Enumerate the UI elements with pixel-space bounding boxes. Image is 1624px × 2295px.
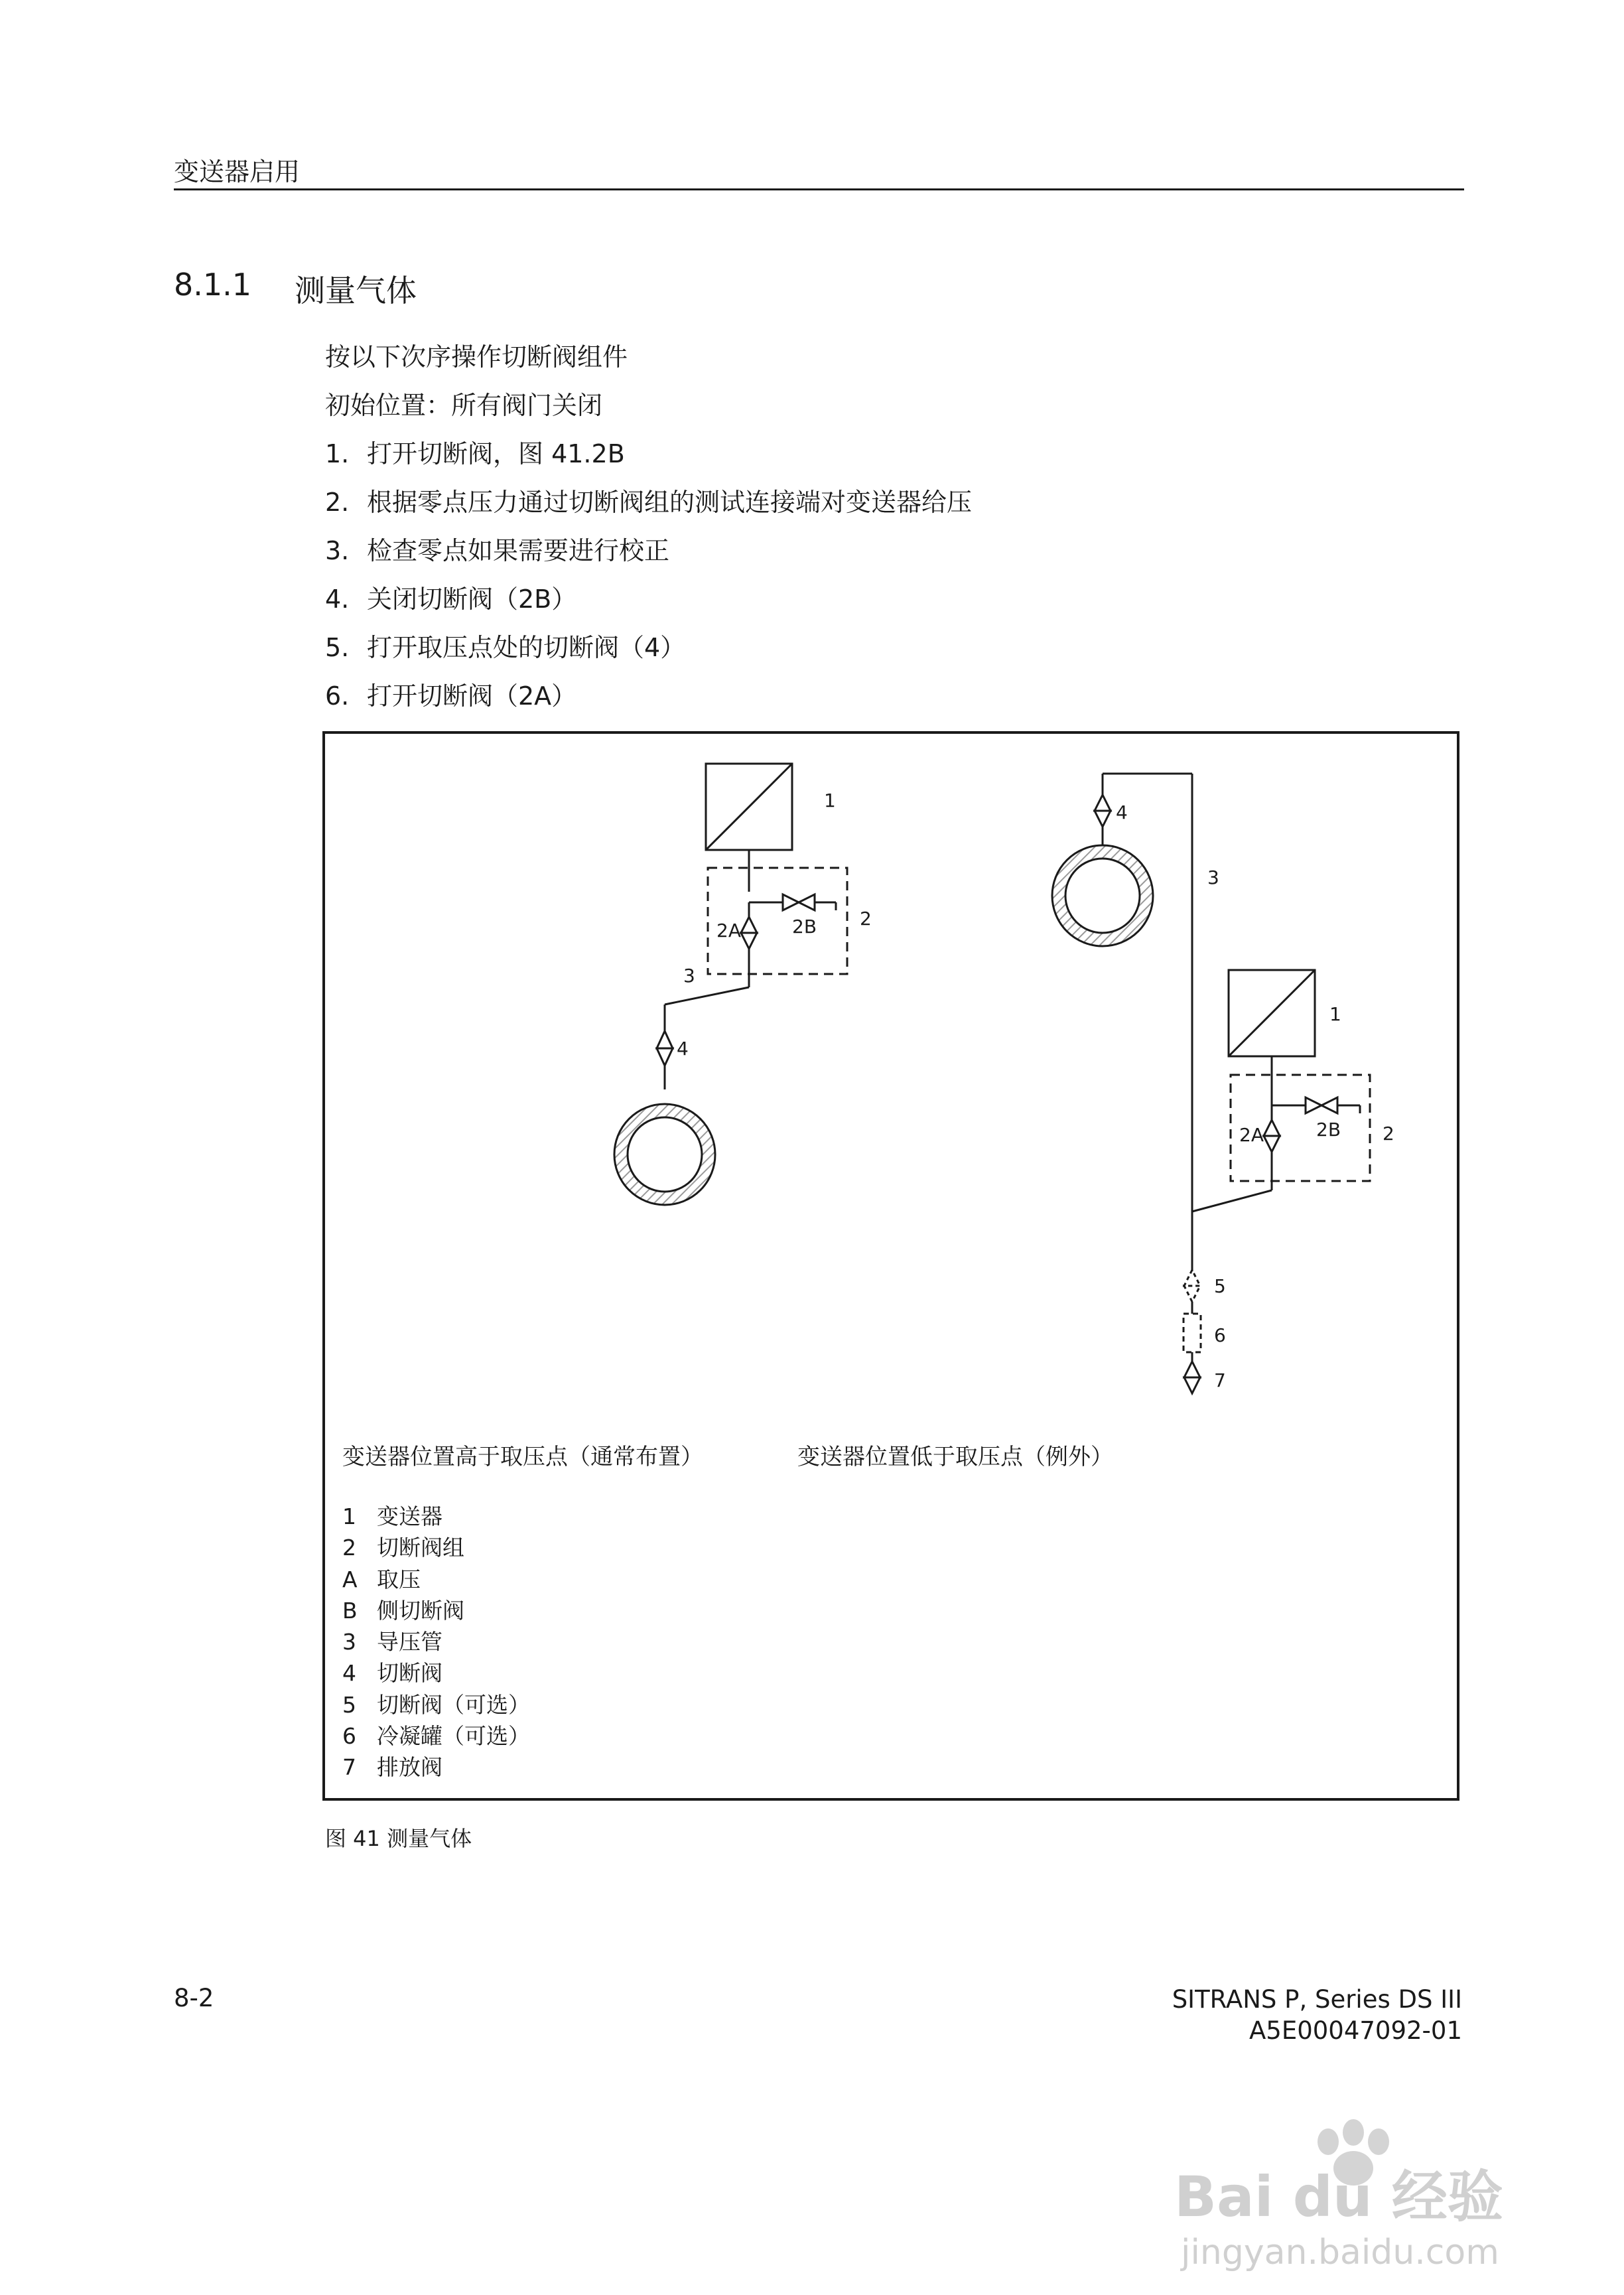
label-3-left: 3 xyxy=(683,965,695,987)
legend-item xyxy=(342,1532,530,1563)
step-text: 检查零点如果需要进行校正 xyxy=(367,536,670,565)
legend-text: 取压 xyxy=(377,1566,421,1592)
legend-item xyxy=(342,1501,530,1532)
legend-key: 1 xyxy=(342,1503,356,1529)
label-6: 6 xyxy=(1214,1324,1226,1346)
legend-key: 2 xyxy=(342,1535,356,1561)
section-number: 8.1.1 xyxy=(174,267,252,303)
legend-key: 4 xyxy=(342,1660,356,1687)
legend-text: 变送器 xyxy=(377,1503,442,1529)
caption-left-arrangement: 变送器位置高于取压点（通常布置） xyxy=(342,1444,703,1470)
legend-item xyxy=(342,1564,530,1595)
legend-text: 切断阀（可选） xyxy=(377,1691,530,1718)
legend-text: 切断阀组 xyxy=(377,1535,464,1561)
watermark-url: jingyan.baidu.com xyxy=(1181,2233,1499,2272)
step-number: 2. xyxy=(325,488,350,517)
step-text: 关闭切断阀（2B） xyxy=(367,585,577,614)
legend-item xyxy=(342,1752,530,1783)
legend-item xyxy=(342,1626,530,1657)
legend-text: 侧切断阀 xyxy=(377,1597,464,1624)
section-title: 测量气体 xyxy=(295,273,417,309)
condensate-pot-optional xyxy=(1184,1314,1201,1352)
installation-diagram xyxy=(325,734,1457,1437)
valve-2a-left xyxy=(741,917,757,933)
label-2a-right: 2A xyxy=(1239,1124,1264,1146)
label-2a-left: 2A xyxy=(716,920,741,941)
legend-text: 导压管 xyxy=(377,1629,442,1655)
label-2-left: 2 xyxy=(860,908,872,930)
step-text: 打开切断阀，图 41.2B xyxy=(367,439,625,468)
step-text: 打开切断阀（2A） xyxy=(367,681,577,711)
label-3-right: 3 xyxy=(1207,867,1219,888)
figure-caption: 图 41 测量气体 xyxy=(325,1826,472,1851)
footer-product-info xyxy=(1172,1984,1462,2046)
legend-text: 冷凝罐（可选） xyxy=(377,1723,530,1750)
watermark-brand: Bai du 经验 xyxy=(1174,2164,1503,2229)
page-number: 8-2 xyxy=(174,1984,214,2012)
label-2b-left: 2B xyxy=(792,916,817,938)
legend-key: B xyxy=(342,1597,358,1624)
valve-7-drain xyxy=(1184,1361,1200,1377)
step-item xyxy=(325,676,972,725)
valve-2a-right xyxy=(1264,1120,1280,1136)
step-item xyxy=(325,628,972,676)
step-number: 4. xyxy=(325,585,350,614)
instruction-list xyxy=(325,337,972,725)
legend-text: 排放阀 xyxy=(377,1754,442,1781)
step-number: 1. xyxy=(325,439,350,468)
valve-5-optional xyxy=(1184,1270,1200,1286)
step-item xyxy=(325,531,972,579)
valve-4-right xyxy=(1095,795,1111,811)
label-4-left: 4 xyxy=(677,1038,689,1060)
label-2b-right: 2B xyxy=(1316,1119,1341,1141)
label-1-left: 1 xyxy=(824,790,836,811)
product-name: SITRANS P, Series DS III xyxy=(1172,1985,1462,2014)
label-1-right: 1 xyxy=(1329,1003,1341,1025)
label-2-right: 2 xyxy=(1383,1123,1394,1145)
baidu-watermark xyxy=(1154,2090,1552,2276)
legend-item xyxy=(342,1595,530,1626)
step-item xyxy=(325,434,972,482)
document-id: A5E00047092-01 xyxy=(1249,2016,1462,2045)
step-item xyxy=(325,579,972,628)
legend-key: 7 xyxy=(342,1754,356,1781)
valve-2b-right xyxy=(1306,1097,1321,1113)
caption-right-arrangement: 变送器位置低于取压点（例外） xyxy=(797,1444,1113,1470)
valve-2b-left xyxy=(783,894,799,910)
step-number: 3. xyxy=(325,536,350,565)
legend-item xyxy=(342,1657,530,1689)
label-7: 7 xyxy=(1214,1369,1226,1391)
step-text: 打开取压点处的切断阀（4） xyxy=(367,633,686,662)
step-number: 5. xyxy=(325,633,350,662)
legend-key: 6 xyxy=(342,1723,356,1750)
figure-legend xyxy=(342,1501,530,1783)
legend-item xyxy=(342,1689,530,1720)
intro-line: 初始位置：所有阀门关闭 xyxy=(325,391,603,420)
intro-line: 按以下次序操作切断阀组件 xyxy=(325,342,628,372)
step-item xyxy=(325,482,972,531)
label-5: 5 xyxy=(1214,1275,1226,1297)
page-header-title: 变送器启用 xyxy=(174,157,301,186)
step-number: 6. xyxy=(325,681,350,711)
label-4-right: 4 xyxy=(1116,801,1128,823)
legend-item xyxy=(342,1720,530,1752)
legend-key: 5 xyxy=(342,1691,356,1718)
legend-key: A xyxy=(342,1566,358,1592)
legend-key: 3 xyxy=(342,1629,356,1655)
header-divider xyxy=(174,188,1464,190)
legend-text: 切断阀 xyxy=(377,1660,442,1687)
valve-4-left xyxy=(657,1031,673,1048)
step-text: 根据零点压力通过切断阀组的测试连接端对变送器给压 xyxy=(367,488,973,517)
